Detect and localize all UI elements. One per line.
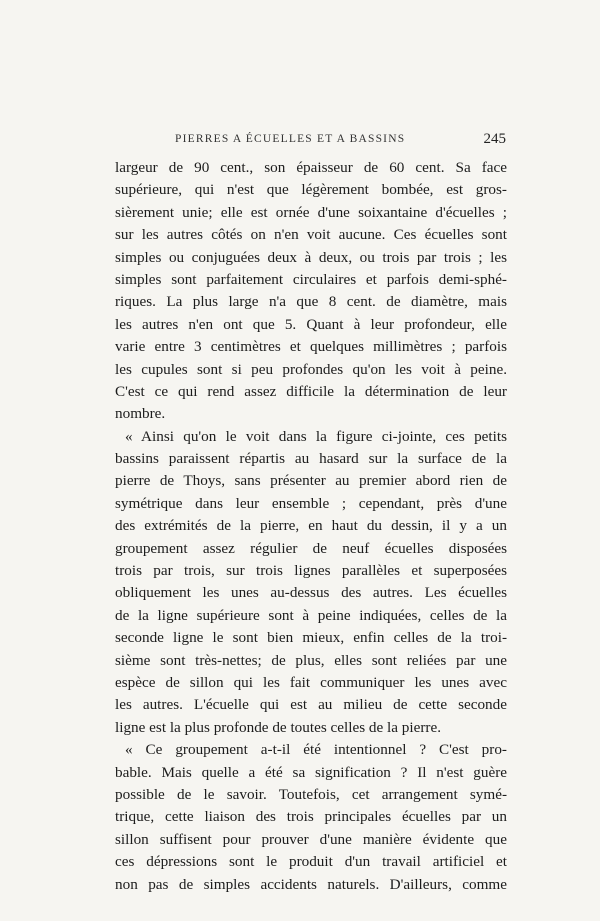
- text-line: des extrémités de la pierre, en haut du dessin, il y a un: [115, 517, 507, 535]
- text-line: possible de le savoir. Toutefois, cet arrangement symé-: [115, 785, 507, 803]
- text-line: les autres. L'écuelle qui est au milieu de cette seconde: [115, 696, 507, 714]
- text-line: de la ligne supérieure sont à peine indiquées, celles de la: [115, 606, 507, 624]
- text-line: pierre de Thoys, sans présenter au premier abord rien de: [115, 472, 507, 490]
- text-line: « Ce groupement a-t-il été intentionnel ? C'est pro-: [125, 741, 507, 759]
- page-number: 245: [483, 131, 506, 147]
- text-line: varie entre 3 centimètres et quelques millimètres ; parfois: [115, 338, 507, 356]
- text-line: obliquement les unes au-dessus des autres. Les écuelles: [115, 584, 507, 602]
- text-line: ces dépressions sont le produit d'un travail artificiel et: [115, 853, 507, 871]
- text-line: simples ou conjuguées deux à deux, ou trois par trois ; les: [115, 248, 507, 266]
- text-line: supérieure, qui n'est que légèrement bombée, est gros-: [115, 181, 507, 199]
- text-line: les autres n'en ont que 5. Quant à leur profondeur, elle: [115, 315, 507, 333]
- text-line: bable. Mais quelle a été sa signification ? Il n'est guère: [115, 763, 507, 781]
- text-line: ligne est la plus profonde de toutes celles de la pierre.: [115, 718, 441, 736]
- text-line: « Ainsi qu'on le voit dans la figure ci-jointe, ces petits: [125, 427, 507, 445]
- text-line: symétrique dans leur ensemble ; cependant, près d'une: [115, 494, 507, 512]
- text-line: nombre.: [115, 405, 166, 423]
- body-text: [115, 157, 507, 896]
- text-line: trique, cette liaison des trois principales écuelles par un: [115, 808, 507, 826]
- text-line: sièrement unie; elle est ornée d'une soixantaine d'écuelles ;: [115, 203, 507, 221]
- text-line: riques. La plus large n'a que 8 cent. de diamètre, mais: [115, 293, 507, 311]
- text-line: les cupules sont si peu profondes qu'on les voit à peine.: [115, 360, 507, 378]
- text-line: espèce de sillon qui les fait communiquer les unes avec: [115, 673, 507, 691]
- text-line: C'est ce qui rend assez difficile la détermination de leur: [115, 382, 507, 400]
- text-line: bassins paraissent répartis au hasard sur la surface de la: [115, 450, 507, 468]
- text-line: trois par trois, sur trois lignes parallèles et superposées: [115, 562, 507, 580]
- text-line: sillon suffisent pour prouver d'une manière évidente que: [115, 830, 507, 848]
- running-title: PIERRES A ÉCUELLES ET A BASSINS: [175, 133, 406, 145]
- text-line: simples sont parfaitement circulaires et parfois demi-sphé-: [115, 270, 507, 288]
- text-line: sur les autres côtés on n'en voit aucune. Ces écuelles sont: [115, 226, 507, 244]
- text-line: largeur de 90 cent., son épaisseur de 60 cent. Sa face: [115, 159, 507, 176]
- text-line: groupement assez régulier de neuf écuelles disposées: [115, 539, 507, 557]
- text-line: seconde ligne le sont bien mieux, enfin celles de la troi-: [115, 629, 507, 647]
- page-header: [115, 133, 510, 151]
- text-line: non pas de simples accidents naturels. D'ailleurs, comme: [115, 875, 507, 893]
- text-line: sième sont très-nettes; de plus, elles sont reliées par une: [115, 651, 507, 669]
